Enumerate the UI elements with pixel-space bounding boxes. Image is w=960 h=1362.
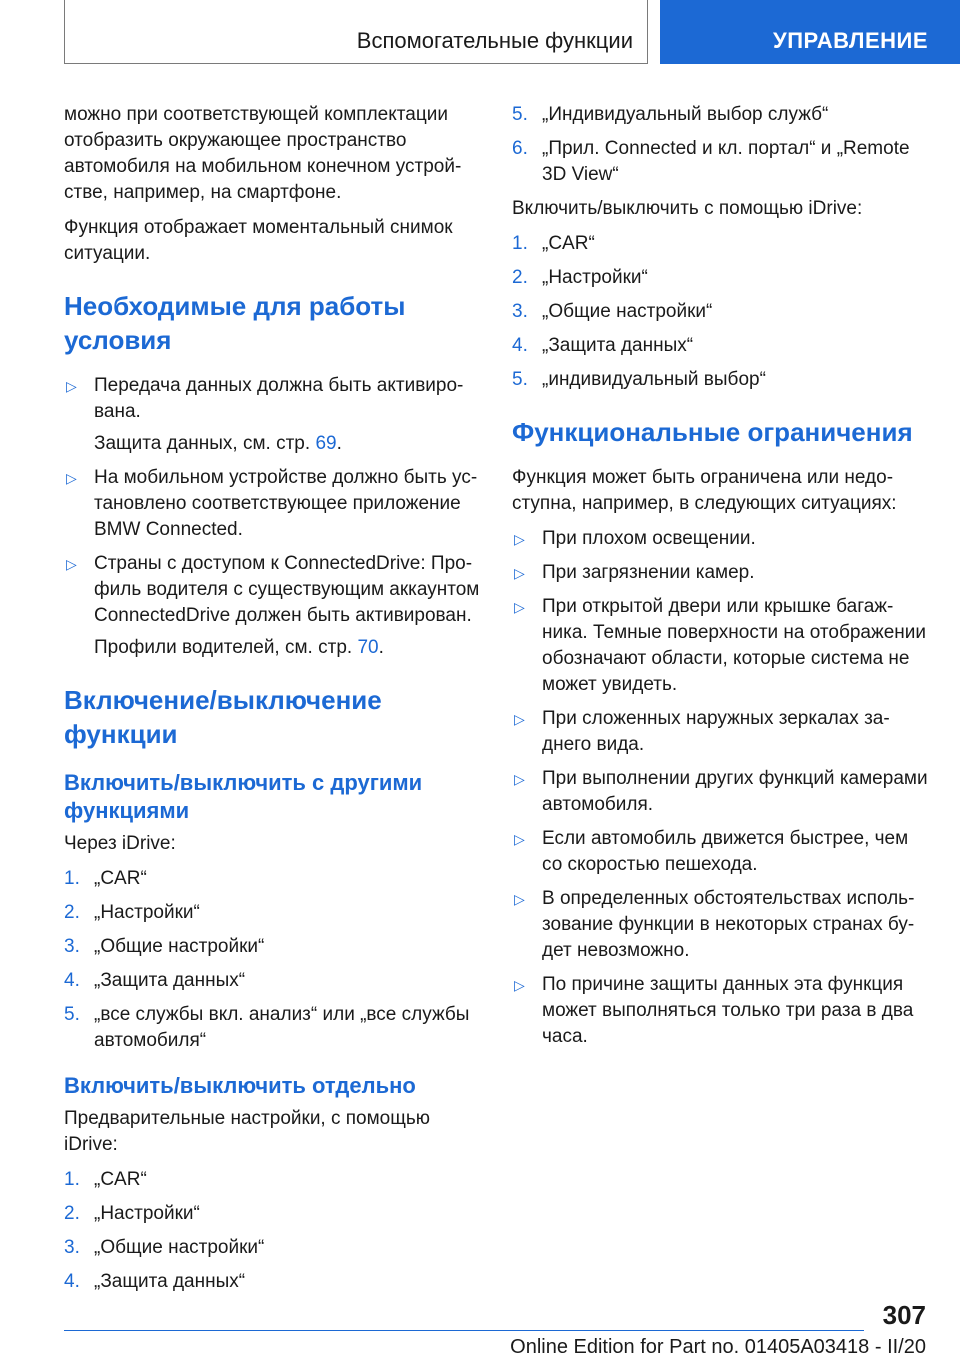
header-bar — [64, 0, 648, 64]
list-item: 5. „Индивидуальный выбор служб“ — [512, 104, 829, 125]
list-item: ▷ На мобильном устройстве должно быть ус-тановлено соответствующее приложение BMW Connected. — [66, 467, 478, 540]
page-link[interactable]: 69 — [315, 433, 337, 454]
list-item: ▷ Страны с доступом к ConnectedDrive: Про-филь водителя с существующим аккаунтом ConnectedDrive должен быть активирован. Профили водителей, см. стр. 70. — [64, 551, 482, 661]
list-item: 3. „Общие настройки“ — [512, 301, 713, 322]
steps-list-a — [64, 866, 482, 1054]
via-idrive-text: Через iDrive: — [64, 833, 176, 854]
triangle-right-icon: ▷ — [514, 977, 525, 993]
list-item: ▷ При сложенных наружных зеркалах за-днего вида. — [514, 708, 890, 755]
presettings-text: Предварительные настройки, с помощью iDrive: — [64, 1108, 431, 1155]
list-item: ▷ При загрязнении камер. — [512, 560, 932, 586]
onoff-idrive-text: Включить/выключить с помощью iDrive: — [512, 198, 863, 219]
steps-list-b — [64, 1167, 482, 1295]
section-title: Вспомогательные функции — [356, 28, 633, 53]
list-item: 3. „Общие настройки“ — [64, 936, 265, 957]
requirements-list — [64, 373, 482, 661]
triangle-right-icon: ▷ — [514, 711, 525, 727]
list-item: 5. „индивидуальный выбор“ — [512, 369, 766, 390]
triangle-right-icon: ▷ — [514, 831, 525, 847]
list-item: ▷ При выполнении других функций камерами автомобиля. — [514, 768, 928, 815]
triangle-right-icon: ▷ — [66, 556, 77, 572]
right-column — [512, 102, 932, 1058]
cross-reference: Защита данных, см. стр. 69. — [94, 433, 342, 454]
list-item: ▷ При открытой двери или крышке багаж-ника. Темные поверхности на отображении обозначают области, которые система не может увидеть. — [514, 596, 926, 695]
list-item: 5. „все службы вкл. анализ“ или „все службы автомобиля“ — [64, 1004, 470, 1051]
steps-list-b-continued — [512, 102, 932, 188]
list-item: ▷ По причине защиты данных эта функция может выполняться только три раза в два часа. — [514, 974, 914, 1047]
list-item: ▷ В определенных обстоятельствах исполь-зование функции в некоторых странах бу-дет невозможно. — [514, 888, 915, 961]
triangle-right-icon: ▷ — [66, 378, 77, 394]
triangle-right-icon: ▷ — [514, 891, 525, 907]
footer-divider — [64, 1330, 864, 1331]
chapter-tab[interactable] — [660, 0, 960, 64]
intro-paragraph: можно при соответствующей комплектации отобразить окружающее пространство автомобиля на мобильном конечном устрой-стве, например, на смартфоне. — [64, 104, 462, 203]
triangle-right-icon: ▷ — [66, 470, 77, 486]
list-item: ▷ Если автомобиль движется быстрее, чем со скоростью пешехода. — [514, 828, 909, 875]
steps-list-c — [512, 231, 932, 393]
chapter-title: УПРАВЛЕНИЕ — [773, 28, 928, 53]
list-item: 1. „CAR“ — [64, 868, 147, 889]
list-item: 1. „CAR“ — [512, 233, 595, 254]
list-item: 2. „Настройки“ — [512, 267, 648, 288]
separately-heading: Включить/выключить отдельно — [64, 1073, 416, 1098]
triangle-right-icon: ▷ — [514, 599, 525, 615]
footer-edition: Online Edition for Part no. 01405A03418 - II/20 — [510, 1336, 926, 1358]
list-item: ▷ При плохом освещении. — [512, 526, 932, 552]
page-number: 307 — [882, 1300, 926, 1330]
requirements-heading: Необходимые для работы условия — [64, 291, 406, 355]
limitations-intro: Функция может быть ограничена или недо-ступна, например, в следующих ситуациях: — [512, 467, 897, 514]
triangle-right-icon: ▷ — [514, 771, 525, 787]
list-item: 1. „CAR“ — [64, 1169, 147, 1190]
list-item: 3. „Общие настройки“ — [64, 1237, 265, 1258]
list-item: 4. „Защита данных“ — [512, 335, 694, 356]
onoff-heading: Включение/выключение функции — [64, 685, 382, 749]
limitations-list — [512, 526, 932, 1050]
left-column — [64, 102, 482, 1303]
list-item: 4. „Защита данных“ — [64, 1271, 246, 1292]
triangle-right-icon: ▷ — [514, 531, 525, 547]
triangle-right-icon: ▷ — [514, 565, 525, 581]
with-others-heading: Включить/выключить с другими функциями — [64, 770, 423, 823]
limitations-heading: Функциональные ограничения — [512, 417, 913, 447]
intro-paragraph: Функция отображает моментальный снимок ситуации. — [64, 217, 453, 264]
list-item: ▷ Передача данных должна быть активиро-вана. Защита данных, см. стр. 69. — [64, 373, 482, 457]
cross-reference: Профили водителей, см. стр. 70. — [94, 637, 384, 658]
list-item: 6. „Прил. Connected и кл. портал“ и „Remote 3D View“ — [512, 138, 910, 185]
page-link[interactable]: 70 — [357, 637, 379, 658]
list-item: 2. „Настройки“ — [64, 1203, 200, 1224]
list-item: 2. „Настройки“ — [64, 902, 200, 923]
list-item: 4. „Защита данных“ — [64, 970, 246, 991]
